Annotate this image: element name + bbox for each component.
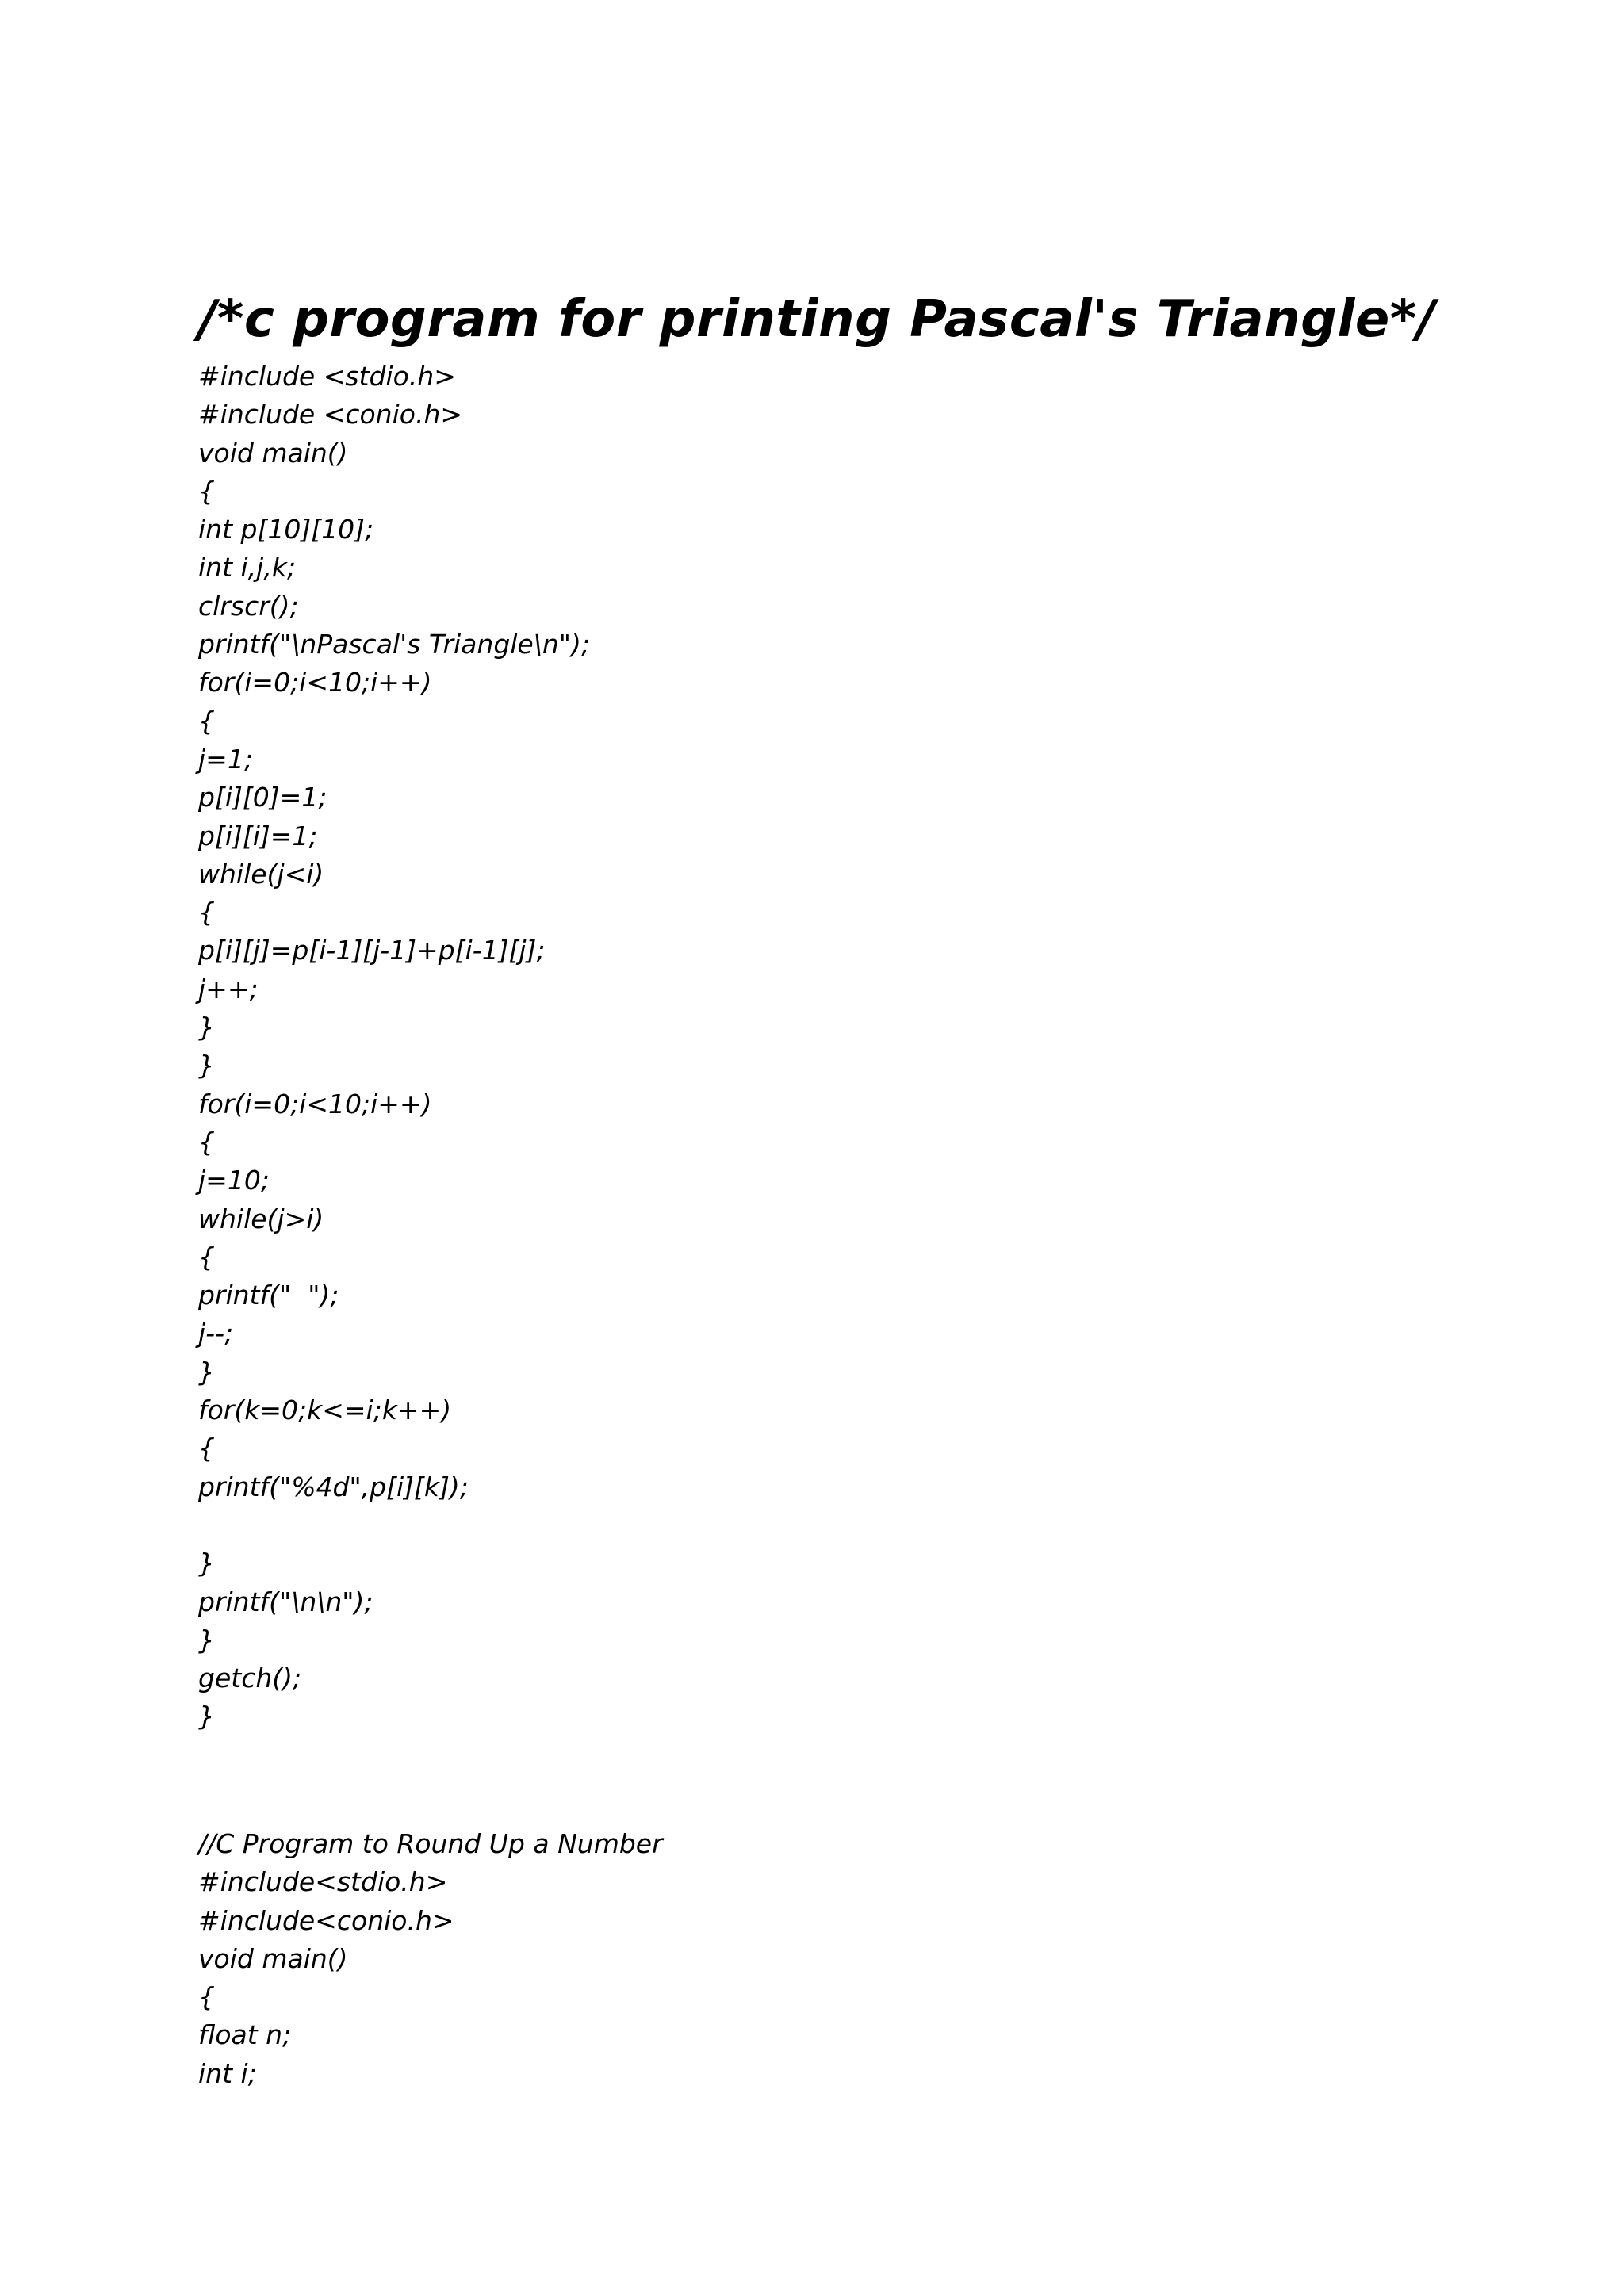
code-line: for(i=0;i<10;i++) <box>198 667 432 698</box>
code-line: } <box>198 1050 215 1081</box>
code-line: } <box>198 1548 215 1579</box>
code-line: { <box>198 1433 215 1464</box>
code-line: printf("\n\n"); <box>198 1586 373 1617</box>
code-line: getch(); <box>198 1663 302 1694</box>
code-line: } <box>198 1624 215 1655</box>
code-line: float n; <box>198 2019 292 2051</box>
code-line: #include<conio.h> <box>198 1904 454 1936</box>
round-up-code <box>198 1825 663 2093</box>
code-line: for(k=0;k<=i;k++) <box>198 1395 452 1426</box>
code-line: while(j>i) <box>198 1203 324 1234</box>
code-line: printf("\nPascal's Triangle\n"); <box>198 629 590 660</box>
code-line: j=1; <box>198 743 253 775</box>
code-line: while(j<i) <box>198 858 324 890</box>
code-line: for(i=0;i<10;i++) <box>198 1088 432 1119</box>
code-line: { <box>198 705 215 737</box>
code-line: printf("%4d",p[i][k]); <box>198 1471 469 1502</box>
code-line: #include <conio.h> <box>198 399 463 430</box>
code-line: { <box>198 475 215 507</box>
code-line: } <box>198 1012 215 1043</box>
code-line: int i; <box>198 2057 257 2089</box>
code-line: p[i][0]=1; <box>198 782 327 813</box>
blank-line <box>198 1506 590 1544</box>
code-line: j--; <box>198 1318 234 1349</box>
code-line: } <box>198 1701 215 1732</box>
code-line: #include <stdio.h> <box>198 361 456 392</box>
code-line: int i,j,k; <box>198 552 297 584</box>
code-line: int p[10][10]; <box>198 514 374 545</box>
code-line: void main() <box>198 1942 348 1974</box>
code-line: p[i][i]=1; <box>198 820 318 851</box>
code-line: j++; <box>198 973 259 1004</box>
code-line: j=10; <box>198 1165 270 1196</box>
code-line: printf(" "); <box>198 1280 339 1311</box>
code-line: void main() <box>198 437 348 469</box>
pascal-triangle-code <box>198 358 590 1736</box>
code-comment: //C Program to Round Up a Number <box>198 1828 663 1859</box>
code-line: { <box>198 1981 215 2013</box>
code-line: } <box>198 1356 215 1387</box>
program-heading: /*c program for printing Pascal's Triangle*/ <box>198 290 1436 349</box>
code-line: #include<stdio.h> <box>198 1866 448 1898</box>
code-line: { <box>198 897 215 928</box>
code-line: { <box>198 1241 215 1272</box>
code-line: { <box>198 1126 215 1158</box>
code-line: clrscr(); <box>198 590 299 622</box>
code-line: p[i][j]=p[i-1][j-1]+p[i-1][j]; <box>198 935 546 966</box>
